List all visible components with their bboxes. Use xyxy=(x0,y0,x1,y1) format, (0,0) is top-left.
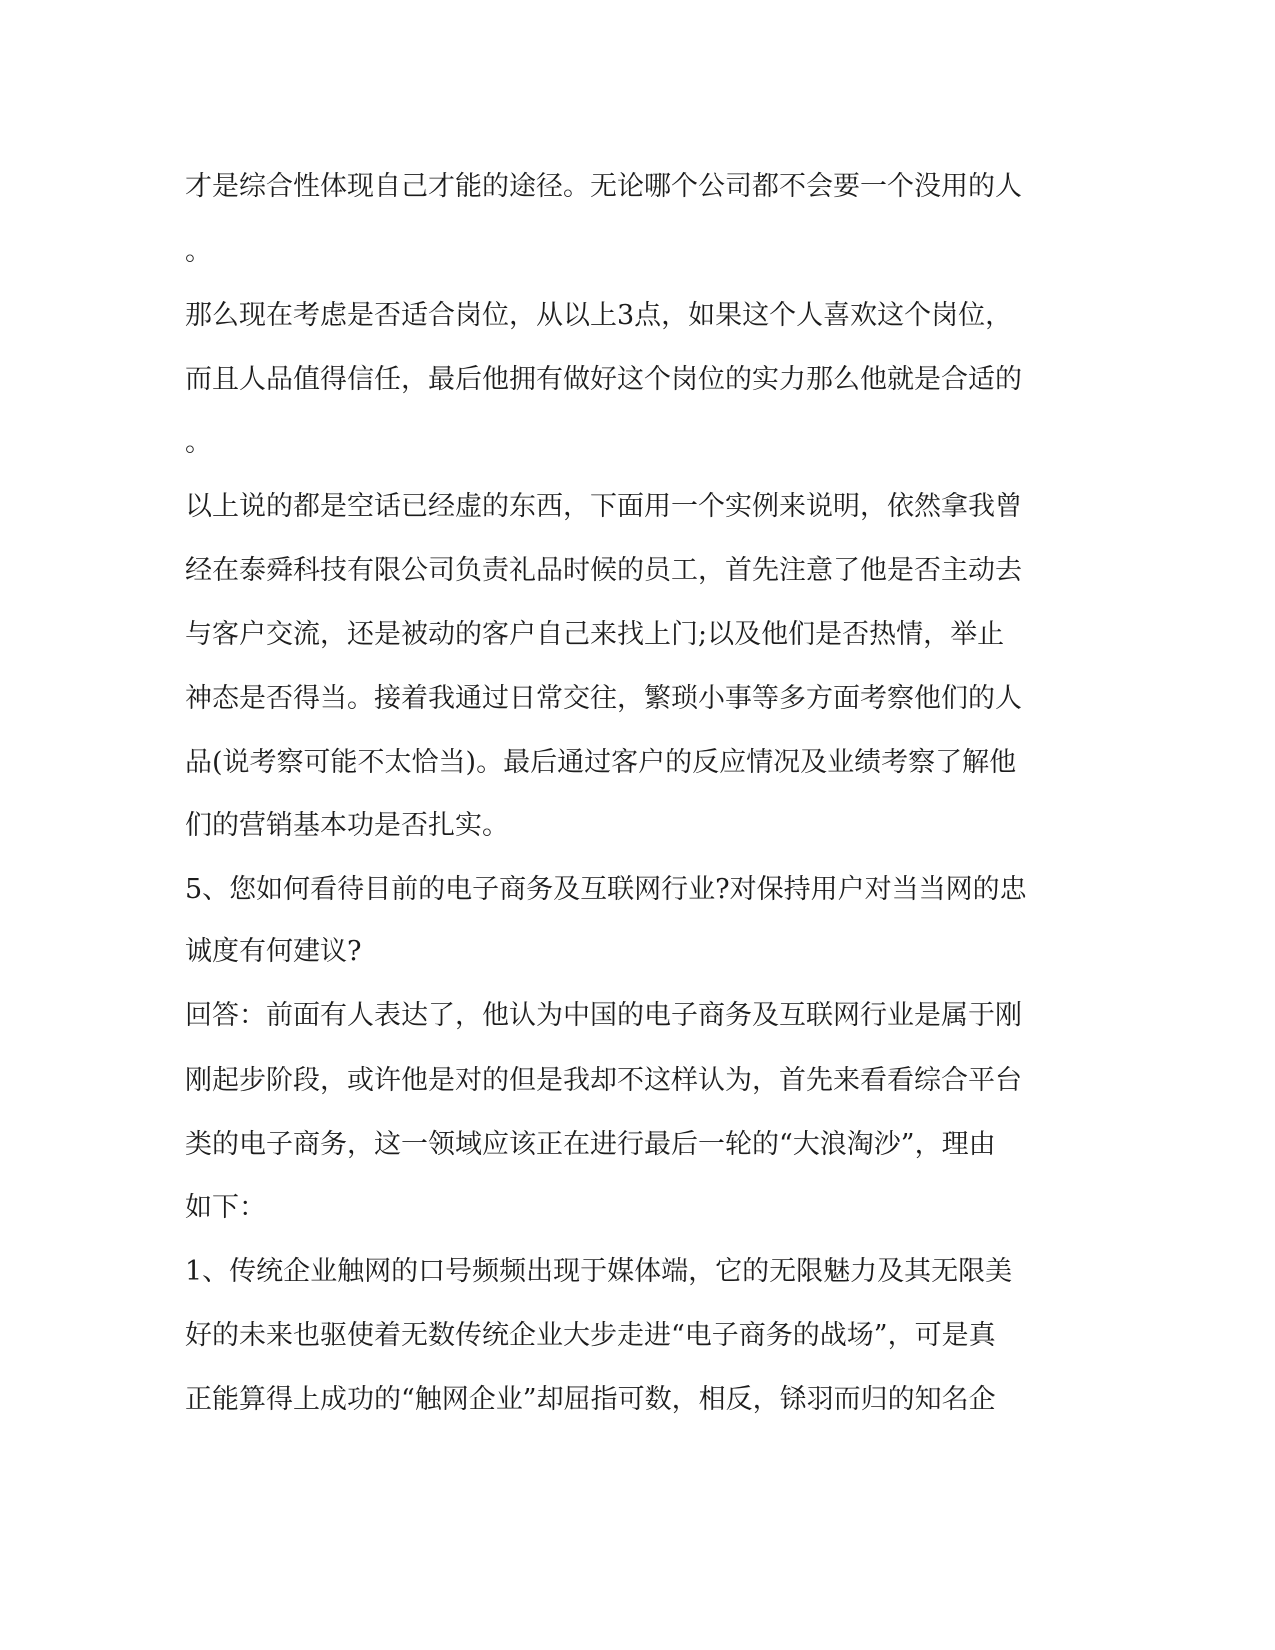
text-line: 诚度有何建议? xyxy=(185,936,362,967)
text-line: 经在泰舜科技有限公司负责礼品时候的员工，首先注意了他是否主动去 xyxy=(185,555,1022,586)
text-line: 正能算得上成功的“触网企业”却屈指可数，相反，铩羽而归的知名企 xyxy=(185,1384,996,1415)
text-line: 刚起步阶段，或许他是对的但是我却不这样认为，首先来看看综合平台 xyxy=(185,1065,1022,1096)
text-line: 品(说考察可能不太恰当)。最后通过客户的反应情况及业绩考察了解他 xyxy=(185,747,1017,778)
text-line: 1、传统企业触网的口号频频出现于媒体端，它的无限魅力及其无限美 xyxy=(185,1256,1013,1287)
text-line: 。 xyxy=(185,236,212,267)
text-line: 类的电子商务，这一领域应该正在进行最后一轮的“大浪淘沙”，理由 xyxy=(185,1129,996,1160)
text-line: 好的未来也驱使着无数传统企业大步走进“电子商务的战场”，可是真 xyxy=(185,1320,996,1351)
text-line: 。 xyxy=(185,427,212,458)
text-line: 们的营销基本功是否扎实。 xyxy=(185,810,509,841)
text-line: 而且人品值得信任，最后他拥有做好这个岗位的实力那么他就是合适的 xyxy=(185,364,1022,395)
text-line: 与客户交流，还是被动的客户自己来找上门;以及他们是否热情，举止 xyxy=(185,619,1005,650)
text-line: 5、您如何看待目前的电子商务及互联网行业?对保持用户对当当网的忠 xyxy=(185,874,1027,905)
text-line: 那么现在考虑是否适合岗位，从以上3点，如果这个人喜欢这个岗位， xyxy=(185,300,1013,331)
text-line: 才是综合性体现自己才能的途径。无论哪个公司都不会要一个没用的人 xyxy=(185,171,1022,202)
text-line: 神态是否得当。接着我通过日常交往，繁琐小事等多方面考察他们的人 xyxy=(185,683,1022,714)
text-line: 如下： xyxy=(185,1192,266,1223)
text-line: 回答：前面有人表达了，他认为中国的电子商务及互联网行业是属于刚 xyxy=(185,1000,1022,1031)
text-line: 以上说的都是空话已经虚的东西，下面用一个实例来说明，依然拿我曾 xyxy=(185,491,1022,522)
